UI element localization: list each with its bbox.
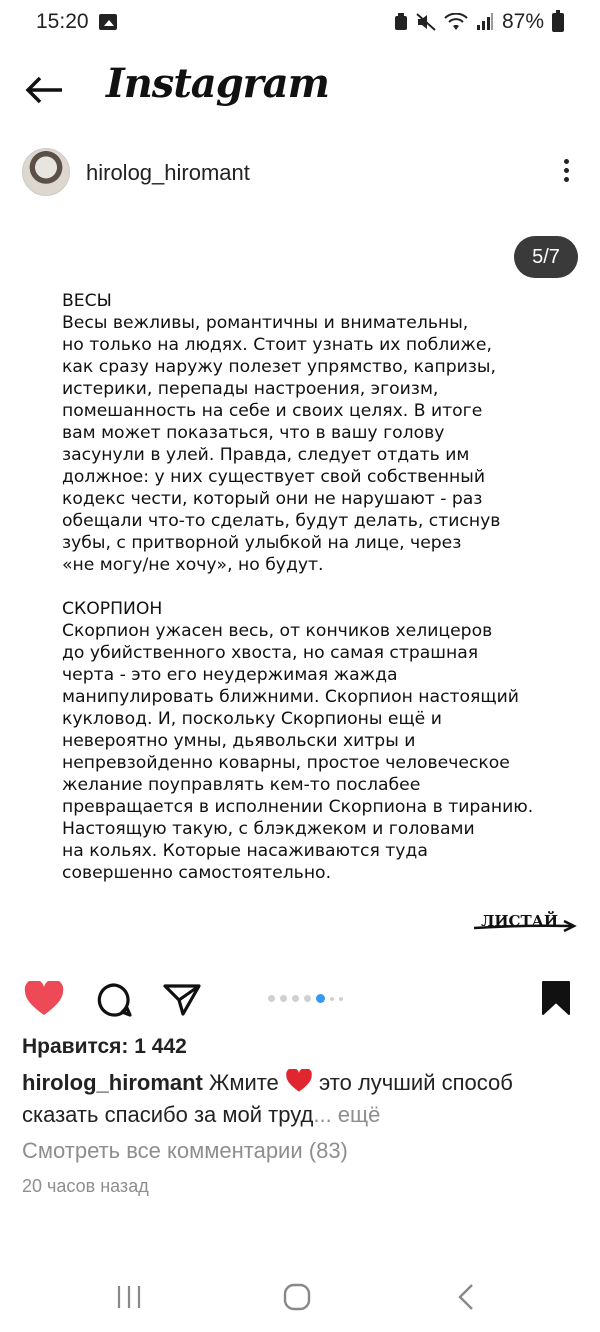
carousel-dot [304,995,311,1002]
carousel-dot [292,995,299,1002]
section-line: до убийственного хвоста, но самая страшная [62,643,479,663]
section-line: совершенно самостоятельно. [62,863,332,883]
caption-text-start: Жмите [202,1070,285,1095]
mute-icon [416,13,436,31]
recycle-icon [394,13,408,31]
section-line: черта - это его неудержимая жажда [62,665,398,685]
swipe-arrow-icon [472,912,578,940]
section-line: манипулировать ближними. Скорпион настоящий [62,687,519,707]
section-line: превращается в исполнении Скорпиона в тиранию. [62,797,534,817]
section-line: кукловод. И, поскольку Скорпионы ещё и [62,709,442,729]
section-line: как сразу наружу полезет упрямство, капризы, [62,357,496,377]
section-title: СКОРПИОН [62,599,163,619]
post-header [0,148,600,198]
image-notification-icon [99,14,117,30]
avatar[interactable] [22,148,70,196]
caption [22,1067,582,1131]
comment-icon[interactable] [95,982,133,1018]
system-nav-bar [0,1262,600,1332]
battery-percent: 87% [501,10,544,33]
section-line: обещали что-то сделать, будут делать, стиснув [62,511,501,531]
view-comments-link[interactable]: Смотреть все комментарии (83) [22,1138,348,1163]
status-right [394,10,564,34]
status-left [36,10,117,34]
more-options-icon[interactable] [556,156,576,188]
heart-emoji-icon [285,1069,313,1093]
section-line: «не могу/не хочу», но будут. [62,555,324,575]
caption-more-link[interactable]: ... ещё [313,1102,381,1127]
text-section [62,598,552,884]
section-line: должное: у них существует свой собственный [62,467,485,487]
status-bar [0,0,600,44]
carousel-dot [339,997,343,1001]
carousel-dot [268,995,275,1002]
carousel-dot [330,997,334,1001]
section-line: зубы, с притворной улыбкой на лице, через [62,533,462,553]
page-counter: 5/7 [514,236,578,278]
action-bar [0,974,600,1024]
section-line: помешанность на себе и своих целях. В итоге [62,401,483,421]
swipe-hint [472,912,578,940]
section-line: невероятно умны, дьявольски хитры и [62,731,416,751]
likes-count[interactable]: Нравится: 1 442 [22,1035,187,1058]
media-text [62,290,552,906]
instagram-logo: Instagram [106,60,329,107]
wifi-icon [444,13,468,31]
signal-icon [476,13,494,31]
system-back-icon[interactable] [456,1283,476,1311]
battery-icon [552,13,564,32]
bookmark-icon[interactable] [540,980,572,1016]
share-send-icon[interactable] [163,982,201,1018]
post-username[interactable]: hirolog_hiromant [86,160,250,185]
recent-apps-icon[interactable] [116,1284,142,1310]
post-time: 20 часов назад [22,1176,149,1196]
section-line: непревзойденно коварны, простое человеческое [62,753,510,773]
caption-text-end: это лучший способ сказать спасибо за мой труд [22,1070,513,1127]
post-media[interactable] [0,224,600,964]
carousel-dots [268,994,343,1003]
section-line: засунули в улей. Правда, следует отдать им [62,445,470,465]
home-icon[interactable] [283,1283,311,1311]
section-line: Настоящую такую, с блэкджеком и головами [62,819,475,839]
section-line: на кольях. Которые насаживаются туда [62,841,428,861]
section-line: Весы вежливы, романтичны и внимательны, [62,313,469,333]
swipe-label: ЛИСТАЙ [481,912,558,930]
carousel-dot-active [316,994,325,1003]
like-heart-icon[interactable] [24,981,64,1017]
app-header [0,48,600,132]
carousel-dot [280,995,287,1002]
status-time: 15:20 [36,10,89,33]
text-section [62,290,552,576]
section-line: истерики, перепады настроения, эгоизм, [62,379,439,399]
section-line: Скорпион ужасен весь, от кончиков хелицеров [62,621,493,641]
caption-username[interactable]: hirolog_hiromant [22,1070,203,1095]
section-title: ВЕСЫ [62,291,112,311]
section-line: желание поуправлять кем-то послабее [62,775,421,795]
section-line: вам может показаться, что в вашу голову [62,423,445,443]
back-arrow-icon[interactable] [24,74,64,106]
section-line: кодекс чести, который они не нарушают - раз [62,489,483,509]
section-line: но только на людях. Стоит узнать их поближе, [62,335,492,355]
